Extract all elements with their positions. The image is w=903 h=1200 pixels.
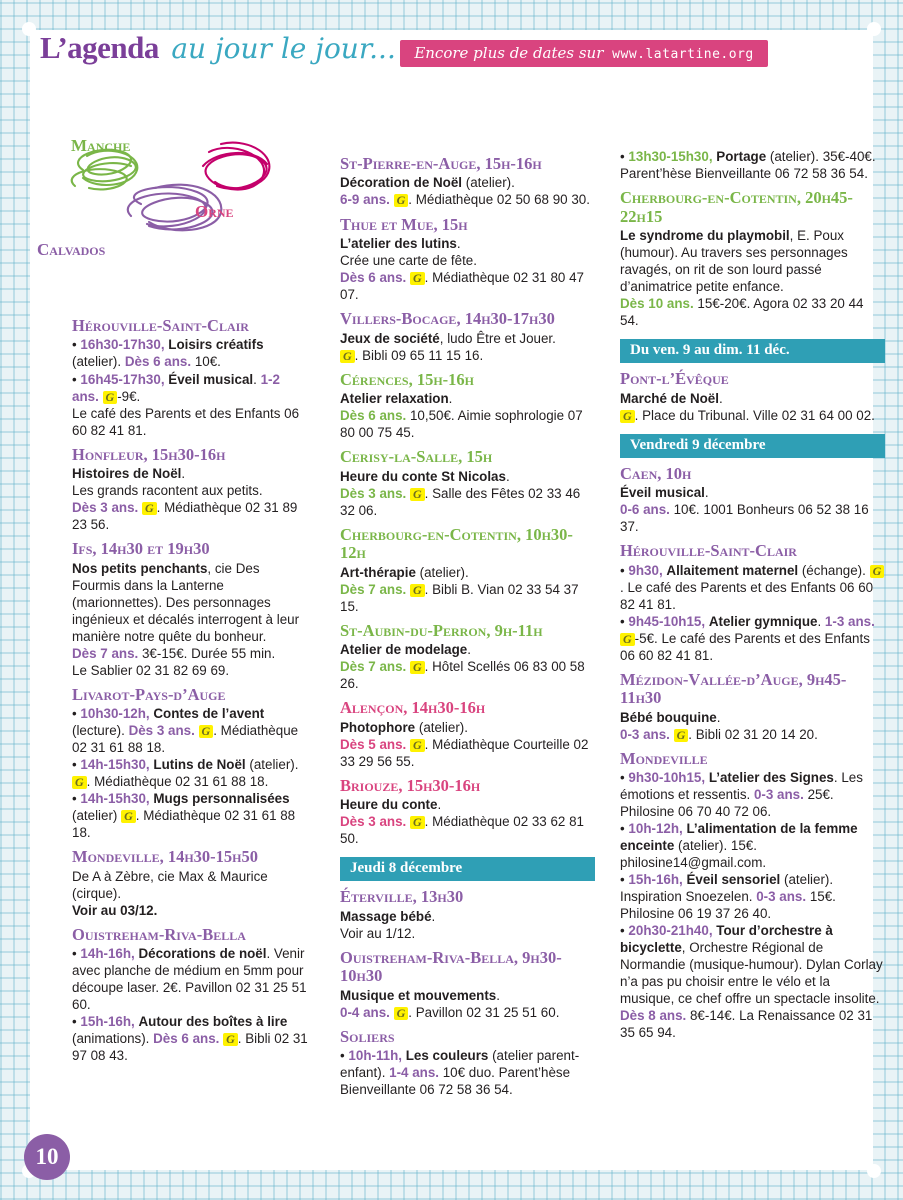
entry-line: Bébé bouquine. — [620, 709, 721, 725]
entry-line: Dès 6 ans. G . Médiathèque 02 31 80 47 07. — [340, 270, 584, 303]
entry-line: • 10h30-12h, Contes de l’avent (lecture). Dès 3 ans. G . Médiathèque 02 31 61 88 18. — [72, 706, 299, 756]
entry-line: • 9h30, Allaitement maternel (échange). G. Le café des Parents et des Enfants 06 60 82 41 81. — [620, 562, 885, 613]
entry-city: Cérences, 15h-16h — [340, 369, 475, 389]
entry-line: Nos petits penchants, cie Des Fourmis dans la Lanterne (marionnettes). Des personnages ingénieux et décalés interrogent à leur manière notre quête du bonheur. — [72, 560, 300, 644]
entry-city: Briouze, 15h30-16h — [340, 775, 481, 795]
entry-line: Crée une carte de fête. — [340, 252, 477, 268]
entry-line: Dès 10 ans. 15€-20€. Agora 02 33 20 44 54. — [620, 296, 864, 329]
entry-line: Dès 7 ans. 3€-15€. Durée 55 min. — [72, 645, 276, 661]
region-map — [37, 130, 295, 290]
entry-line: Éveil musical. — [620, 485, 709, 501]
corner-dot — [22, 22, 36, 36]
agenda-entry — [620, 750, 885, 1042]
entry-city: Villers-Bocage, 14h30-17h30 — [340, 309, 555, 329]
entry-line: Photophore (atelier). — [340, 719, 468, 735]
agenda-entry — [340, 155, 595, 209]
entry-line: • 9h45-10h15, Atelier gymnique. 1-3 ans. G -5€. Le café des Parents et des Enfants 06 60 82 41 81. — [620, 613, 875, 663]
entry-city: Mézidon-Vallée-d’Auge, 9h45-11h30 — [620, 669, 847, 708]
entry-city: St-Aubin-du-Perron, 9h-11h — [340, 620, 543, 640]
entry-line: Voir au 03/12. — [72, 902, 158, 918]
entry-line: 0-6 ans. 10€. 1001 Bonheurs 06 52 38 16 37. — [620, 502, 869, 535]
entry-line: De A à Zèbre, cie Max & Maurice (cirque). — [72, 868, 268, 901]
agenda-entry — [340, 699, 595, 770]
entry-line: • 10h-12h, L’alimentation de la femme enceinte (atelier). 15€. philosine14@gmail.com. — [620, 821, 858, 871]
entry-line: • 13h30-15h30, Portage (atelier). 35€-40€. Parent’hèse Bienveillante 06 72 58 36 54. — [620, 149, 876, 182]
entry-city: St-Pierre-en-Auge, 15h-16h — [340, 154, 542, 173]
entry-line: Atelier relaxation. — [340, 391, 453, 406]
entry-line: Massage bébé. — [340, 908, 436, 924]
entry-line: Heure du conte St Nicolas. — [340, 468, 510, 484]
entry-city: Mondeville — [620, 748, 708, 768]
entry-line: • 14h-16h, Décorations de noël. Venir avec planche de médium en 5mm pour découpe laser. 2€. Pavillon 02 31 25 51 60. — [72, 946, 307, 1013]
agenda-entry — [340, 888, 595, 942]
corner-dot — [867, 1164, 881, 1178]
agenda-entry — [620, 148, 885, 182]
agenda-entry — [620, 542, 885, 664]
entry-city: Cerisy-la-Salle, 15h — [340, 447, 493, 467]
map-label-calvados: Calvados — [37, 240, 106, 259]
agenda-entry — [620, 189, 885, 329]
entry-line: • 14h-15h30, Mugs personnalisées (atelier) G . Médiathèque 02 31 61 88 18. — [72, 791, 296, 841]
corner-dot — [867, 22, 881, 36]
page-title-script: au jour le jour... — [171, 32, 396, 65]
entry-city: Ouistreham-Riva-Bella — [72, 924, 246, 944]
entry-city: Éterville, 13h30 — [340, 887, 464, 907]
agenda-entry — [72, 317, 310, 439]
entry-line: Jeux de société, ludo Être et Jouer. — [340, 330, 556, 346]
entry-line: Atelier de modelage. — [340, 642, 471, 658]
agenda-entry — [340, 622, 595, 693]
agenda-entry — [340, 310, 595, 364]
entry-line: • 20h30-21h40, Tour d’orchestre à bicyclette, Orchestre Régional de Normandie (musique-humour). Dylan Corlay n’a pas pu choisir entre le vélo et la musique, ce chef offre un spectacle insolite. Dès 8 ans. 8€-14€. La Renaissance 02 31 35 65 94. — [620, 923, 883, 1041]
agenda-entry — [340, 371, 595, 442]
agenda-column-1 — [72, 310, 310, 1066]
entry-line: Les grands racontent aux petits. — [72, 483, 263, 499]
entry-line: Heure du conte. — [340, 797, 442, 813]
entry-line: Le Sablier 02 31 82 69 69. — [72, 662, 230, 678]
agenda-entry — [72, 540, 310, 679]
entry-line: • 9h30-10h15, L’atelier des Signes. Les émotions et ressentis. 0-3 ans. 25€. Philosine 06 70 40 72 06. — [620, 770, 863, 820]
map-label-orne: Orne — [195, 202, 234, 221]
entry-line: Marché de Noël. — [620, 390, 723, 406]
agenda-entry — [72, 446, 310, 534]
entry-city: Soliers — [340, 1026, 395, 1046]
agenda-entry — [72, 848, 310, 919]
entry-line: Dès 5 ans. G . Médiathèque Courteille 02 33 29 56 55. — [340, 736, 589, 769]
entry-line: Histoires de Noël. — [72, 466, 186, 482]
entry-line: 6-9 ans. G . Médiathèque 02 50 68 90 30. — [340, 192, 590, 208]
entry-line: Dès 7 ans. G . Hôtel Scellés 06 83 00 58 26. — [340, 659, 585, 692]
entry-city: Hérouville-Saint-Clair — [72, 316, 249, 335]
map-label-manche: Manche — [71, 136, 131, 155]
website-banner-text: Encore plus de dates sur — [414, 44, 604, 62]
entry-line: L’atelier des lutins. — [340, 235, 461, 251]
entry-city: Ifs, 14h30 et 19h30 — [72, 539, 210, 559]
entry-city: Thue et Mue, 15h — [340, 214, 468, 234]
agenda-entry — [620, 370, 885, 424]
entry-line: • 15h-16h, Autour des boîtes à lire (animations). Dès 6 ans. G . Bibli 02 31 97 08 43. — [72, 1014, 308, 1064]
entry-city: Alençon, 14h30-16h — [340, 698, 486, 718]
page-number: 10 — [24, 1134, 70, 1180]
entry-line: Dès 6 ans. 10,50€. Aimie sophrologie 07 80 00 75 45. — [340, 408, 583, 441]
entry-line: Décoration de Noël (atelier). — [340, 175, 515, 191]
entry-city: Caen, 10h — [620, 463, 692, 483]
entry-city: Ouistreham-Riva-Bella, 9h30-10h30 — [340, 947, 562, 986]
agenda-entry — [620, 465, 885, 536]
entry-line: 0-3 ans. G . Bibli 02 31 20 14 20. — [620, 726, 818, 742]
entry-line: • 16h45-17h30, Éveil musical. 1-2 ans. G -9€. — [72, 371, 280, 404]
entry-line: G . Place du Tribunal. Ville 02 31 64 00 02. — [620, 407, 885, 424]
agenda-entry — [340, 949, 595, 1021]
agenda-entry — [340, 1028, 595, 1099]
entry-city: Cherbourg-en-Cotentin, 20h45-22h15 — [620, 188, 853, 226]
day-heading: Vendredi 9 décembre — [620, 434, 885, 458]
entry-line: • 14h-15h30, Lutins de Noël (atelier). G . Médiathèque 02 31 61 88 18. — [72, 757, 299, 790]
entry-line: Dès 3 ans. G . Salle des Fêtes 02 33 46 32 06. — [340, 485, 581, 518]
website-url[interactable]: www.latartine.org — [612, 47, 754, 62]
agenda-entry — [340, 216, 595, 304]
page-title: L’agenda — [40, 30, 159, 65]
entry-line: Dès 3 ans. G . Médiathèque 02 31 89 23 56. — [72, 500, 298, 533]
entry-city: Pont-l’Évêque — [620, 369, 729, 389]
website-banner[interactable] — [400, 40, 767, 67]
entry-line: Le café des Parents et des Enfants 06 60 82 41 81. — [72, 405, 300, 438]
entry-city: Livarot-Pays-d’Auge — [72, 684, 226, 704]
agenda-entry — [340, 777, 595, 848]
day-heading: Jeudi 8 décembre — [340, 857, 595, 881]
entry-city: Honfleur, 15h30-16h — [72, 444, 226, 464]
entry-line: 0-4 ans. G . Pavillon 02 31 25 51 60. — [340, 1004, 560, 1020]
entry-line: Le syndrome du playmobil, E. Poux (humour). Au travers ses personnages ravagés, on rit de son lourd passé d’animatrice petite enfance. — [620, 227, 848, 295]
entry-line: Dès 3 ans. G . Médiathèque 02 33 62 81 50. — [340, 814, 584, 847]
day-heading: Du ven. 9 au dim. 11 déc. — [620, 339, 885, 363]
entry-line: Art-thérapie (atelier). — [340, 564, 469, 580]
entry-line: Voir au 1/12. — [340, 925, 416, 941]
entry-line: Musique et mouvements. — [340, 987, 500, 1003]
entry-city: Cherbourg-en-Cotentin, 10h30-12h — [340, 524, 573, 563]
entry-city: Mondeville, 14h30-15h50 — [72, 847, 259, 867]
agenda-entry — [620, 671, 885, 743]
entry-line: Dès 7 ans. G . Bibli B. Vian 02 33 54 37 15. — [340, 581, 579, 614]
agenda-entry — [72, 926, 310, 1065]
agenda-entry — [72, 686, 310, 842]
entry-city: Hérouville-Saint-Clair — [620, 541, 797, 561]
entry-line: • 15h-16h, Éveil sensoriel (atelier). Inspiration Snoezelen. 0-3 ans. 15€. Philosine 06 19 37 26 40. — [620, 872, 836, 922]
agenda-entry — [340, 448, 595, 519]
entry-line: G . Bibli 09 65 11 15 16. — [340, 347, 595, 364]
entry-line: • 16h30-17h30, Loisirs créatifs (atelier). Dès 6 ans. 10€. — [72, 337, 264, 370]
agenda-entry — [340, 526, 595, 615]
agenda-column-2 — [340, 148, 595, 1100]
page-header — [40, 30, 768, 67]
agenda-column-3 — [620, 148, 885, 1043]
entry-line: • 10h-11h, Les couleurs (atelier parent-enfant). 1-4 ans. 10€ duo. Parent’hèse Bienveillante 06 72 58 36 54. — [340, 1048, 580, 1098]
